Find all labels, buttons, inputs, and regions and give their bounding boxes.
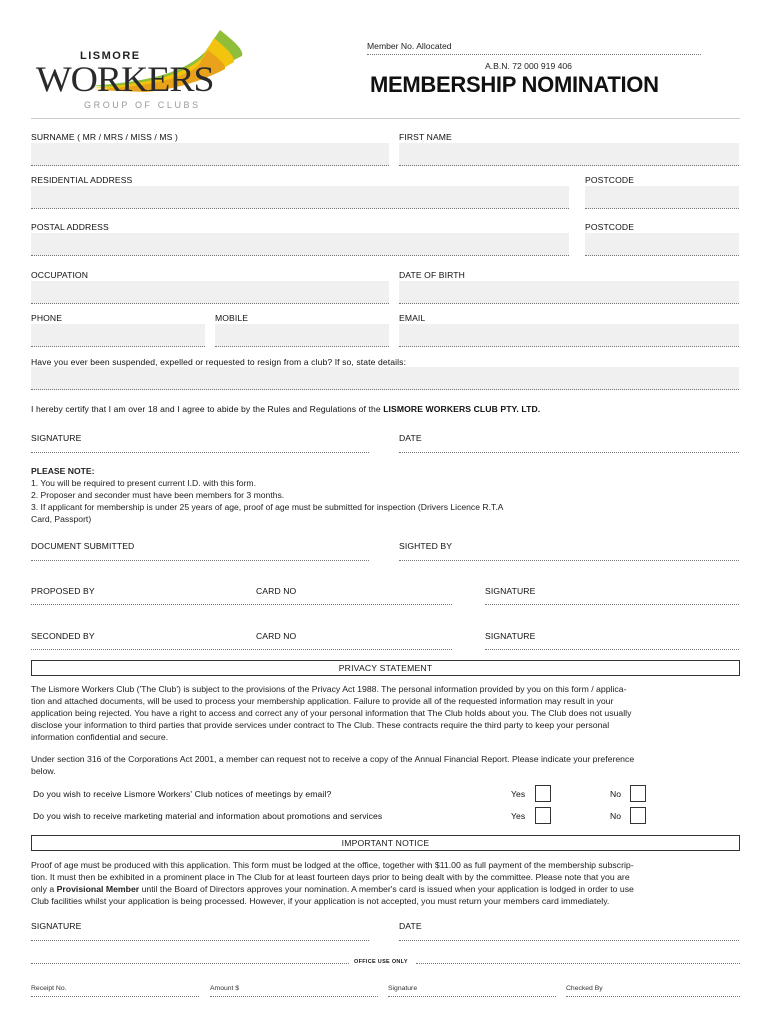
proposed-card-label: CARD NO bbox=[256, 586, 297, 596]
email-label: EMAIL bbox=[399, 313, 426, 323]
office-signature-label: Signature bbox=[388, 985, 418, 992]
proposed-by-label: PROPOSED BY bbox=[31, 586, 95, 596]
seconded-card-label: CARD NO bbox=[256, 631, 297, 641]
first-name-label: FIRST NAME bbox=[399, 132, 452, 142]
note-line-4: Card, Passport) bbox=[31, 514, 92, 524]
important-line-4: Club facilities whilst your application is being processed. However, if your application is not accepted, you must return your members card immediately. bbox=[31, 896, 610, 906]
provisional-member-text: Provisional Member bbox=[56, 884, 140, 894]
marketing-no-checkbox[interactable] bbox=[630, 807, 646, 824]
email-input[interactable] bbox=[399, 324, 739, 347]
page-title: MEMBERSHIP NOMINATION bbox=[370, 72, 659, 97]
club-logo bbox=[30, 24, 245, 110]
office-line-left bbox=[31, 963, 349, 964]
dob-label: DATE OF BIRTH bbox=[399, 270, 465, 280]
document-submitted-line[interactable] bbox=[31, 560, 369, 561]
email-notices-yes-label: Yes bbox=[511, 789, 526, 799]
date2-line[interactable] bbox=[399, 940, 739, 941]
important-line-2: tion. It must then be exhibited in a prominent place in The Club for at least fourteen days prior to being dealt with by the committee. Please note that you are bbox=[31, 872, 630, 882]
postcode2-input[interactable] bbox=[585, 233, 739, 256]
mobile-input[interactable] bbox=[215, 324, 389, 347]
marketing-question: Do you wish to receive marketing material and information about promotions and services bbox=[33, 811, 383, 821]
occupation-label: OCCUPATION bbox=[31, 270, 89, 280]
document-submitted-label: DOCUMENT SUBMITTED bbox=[31, 541, 135, 551]
postal-address-label: POSTAL ADDRESS bbox=[31, 222, 109, 232]
marketing-yes-label: Yes bbox=[511, 811, 526, 821]
receipt-no-line[interactable] bbox=[31, 996, 199, 997]
privacy-heading: PRIVACY STATEMENT bbox=[31, 660, 740, 676]
sighted-by-line[interactable] bbox=[399, 560, 739, 561]
abn-text: A.B.N. 72 000 919 406 bbox=[485, 61, 572, 71]
email-notices-no-checkbox[interactable] bbox=[630, 785, 646, 802]
proposed-line[interactable] bbox=[31, 604, 452, 605]
surname-input[interactable] bbox=[31, 143, 389, 166]
club-name: LISMORE WORKERS CLUB PTY. LTD. bbox=[383, 404, 541, 414]
checked-by-label: Checked By bbox=[566, 985, 603, 992]
date2-label: DATE bbox=[399, 921, 422, 931]
email-notices-no-label: No bbox=[610, 789, 622, 799]
mobile-label: MOBILE bbox=[215, 313, 249, 323]
seconded-signature-line[interactable] bbox=[485, 649, 739, 650]
postal-address-input[interactable] bbox=[31, 233, 569, 256]
surname-label: SURNAME ( MR / MRS / MISS / MS ) bbox=[31, 132, 178, 142]
signature2-line[interactable] bbox=[31, 940, 369, 941]
logo-main-text: WORKERS bbox=[36, 59, 214, 99]
occupation-input[interactable] bbox=[31, 281, 389, 304]
dob-input[interactable] bbox=[399, 281, 739, 304]
email-notices-question: Do you wish to receive Lismore Workers' Club notices of meetings by email? bbox=[33, 789, 332, 799]
seconded-signature-label: SIGNATURE bbox=[485, 631, 536, 641]
signature2-label: SIGNATURE bbox=[31, 921, 82, 931]
office-use-label: OFFICE USE ONLY bbox=[354, 959, 408, 965]
suspended-input[interactable] bbox=[31, 367, 739, 390]
corporations-line-2: below. bbox=[31, 766, 56, 776]
residential-address-label: RESIDENTIAL ADDRESS bbox=[31, 175, 133, 185]
signature-label: SIGNATURE bbox=[31, 433, 82, 443]
note-line-1: 1. You will be required to present current I.D. with this form. bbox=[31, 478, 256, 488]
phone-input[interactable] bbox=[31, 324, 205, 347]
member-no-line[interactable] bbox=[367, 54, 701, 55]
sighted-by-label: SIGHTED BY bbox=[399, 541, 453, 551]
header-divider bbox=[31, 118, 740, 119]
marketing-yes-checkbox[interactable] bbox=[535, 807, 551, 824]
privacy-line-4: disclose your information to third parties that provide services under contract to The Club. These contracts require the third party to keep your personal bbox=[31, 720, 610, 730]
receipt-no-label: Receipt No. bbox=[31, 985, 67, 992]
logo-sub-text: GROUP OF CLUBS bbox=[84, 100, 201, 110]
corporations-line-1: Under section 316 of the Corporations Act 2001, a member can request not to receive a copy of the Annual Financial Report. Please indicate your preference bbox=[31, 754, 635, 764]
marketing-no-label: No bbox=[610, 811, 622, 821]
email-notices-yes-checkbox[interactable] bbox=[535, 785, 551, 802]
member-no-label: Member No. Allocated bbox=[367, 41, 452, 51]
important-paragraph bbox=[31, 859, 743, 907]
note-block bbox=[31, 465, 503, 525]
checked-by-line[interactable] bbox=[566, 996, 740, 997]
suspended-question: Have you ever been suspended, expelled or requested to resign from a club? If so, state details: bbox=[31, 357, 407, 367]
important-heading: IMPORTANT NOTICE bbox=[31, 835, 740, 851]
date-label: DATE bbox=[399, 433, 422, 443]
date-line[interactable] bbox=[399, 452, 739, 453]
postcode2-label: POSTCODE bbox=[585, 222, 635, 232]
proposed-signature-line[interactable] bbox=[485, 604, 739, 605]
privacy-line-1: The Lismore Workers Club ('The Club') is subject to the provisions of the Privacy Act 1988. The personal information provided by you on this form / applica- bbox=[31, 684, 627, 694]
note-line-2: 2. Proposer and seconder must have been members for 3 months. bbox=[31, 490, 285, 500]
privacy-line-2: tion and attached documents, will be used to process your membership application. Failure to provide all of the requested information may result in your bbox=[31, 696, 614, 706]
office-signature-line[interactable] bbox=[388, 996, 556, 997]
residential-address-input[interactable] bbox=[31, 186, 569, 209]
note-title: PLEASE NOTE: bbox=[31, 466, 95, 476]
privacy-paragraph bbox=[31, 683, 743, 743]
privacy-line-5: information confidential and secure. bbox=[31, 732, 169, 742]
office-line-right bbox=[416, 963, 740, 964]
postcode1-input[interactable] bbox=[585, 186, 739, 209]
amount-line[interactable] bbox=[210, 996, 378, 997]
first-name-input[interactable] bbox=[399, 143, 739, 166]
signature-line[interactable] bbox=[31, 452, 369, 453]
seconded-by-label: SECONDED BY bbox=[31, 631, 95, 641]
proposed-signature-label: SIGNATURE bbox=[485, 586, 536, 596]
important-line-1: Proof of age must be produced with this application. This form must be lodged at the office, together with $11.00 as full payment of the membership subscrip- bbox=[31, 860, 634, 870]
important-line-3: only a Provisional Member until the Board of Directors approves your nomination. A member's card is issued when your application is lodged in order to use bbox=[31, 884, 634, 894]
phone-label: PHONE bbox=[31, 313, 63, 323]
logo-top-text: LISMORE bbox=[80, 50, 141, 62]
seconded-line[interactable] bbox=[31, 649, 452, 650]
amount-label: Amount $ bbox=[210, 985, 240, 992]
postcode1-label: POSTCODE bbox=[585, 175, 635, 185]
certify-text: I hereby certify that I am over 18 and I agree to abide by the Rules and Regulations of the LISMORE WORKERS CLUB PTY. LTD. bbox=[31, 404, 541, 414]
corporations-paragraph bbox=[31, 753, 743, 777]
privacy-line-3: application being rejected. You have a right to access and correct any of your personal information that The Club holds about you. The Club does not usually bbox=[31, 708, 632, 718]
note-line-3: 3. If applicant for membership is under 25 years of age, proof of age must be submitted for inspection (Drivers Licence R.T.A bbox=[31, 502, 504, 512]
